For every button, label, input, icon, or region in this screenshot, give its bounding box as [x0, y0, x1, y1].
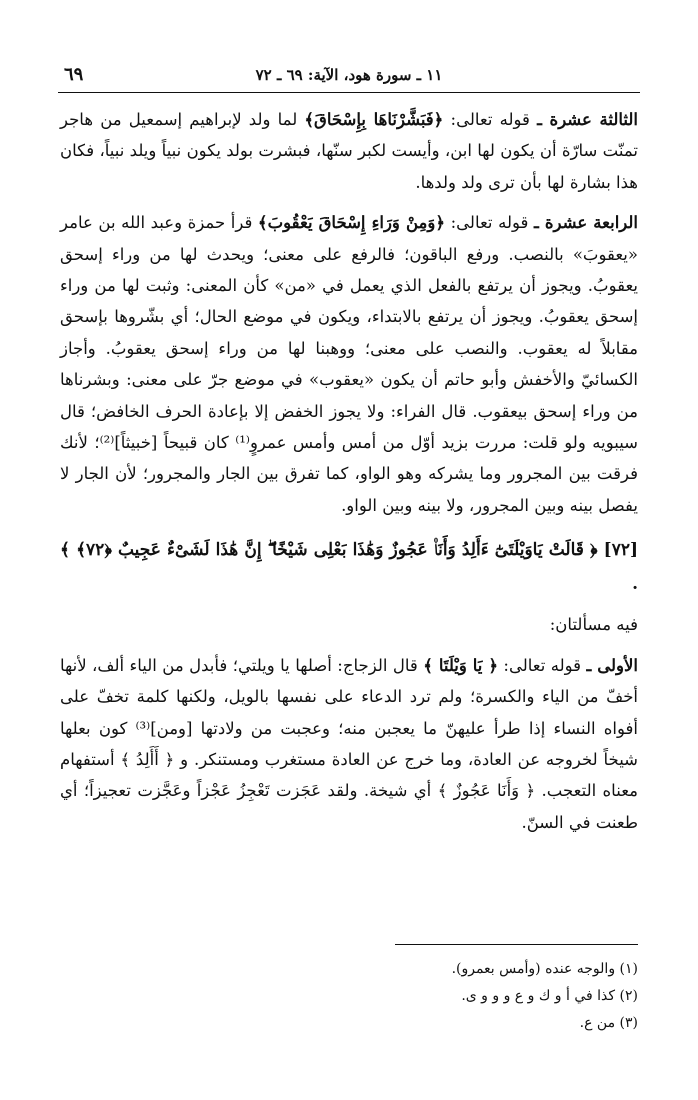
footnote-1: (١) والوجه عنده (وأمس بعمرو). — [451, 961, 638, 977]
paragraph-text: قرأ حمزة وعبد الله بن عامر «يعقوبَ» بالنصب. ورفع الباقون؛ فالرفع على معنى؛ ويحدث لها من وراء إسحق يعقوبُ. ويجوز أن يرتفع بالفعل الذي يعمل في «من» كأن المعنى: وثبت لها من وراء إسحق يعقوبُ. ويجوز أن يرتفع بالابتداء، ويكون في موضع الحال؛ أي بشّروها بإسحق مقابلاً له يعقوب. والنصب على معنى؛ ووهبنا لها من وراء إسحق يعقوبُ. وأجاز الكسائيّ والأخفش وأبو حاتم أن يكون «يعقوب» في موضع جرّ على معنى: وبشرناها من وراء إسحق بيعقوب. قال الفراء: ولا يجوز الخفض إلا بإعادة الحرف الخافض؛ قال سيبويه ولو قلت: مررت بزيد أوّل من أمس وأمس عمروٍ⁽¹⁾ كان قبيحاً [خبيثاً]⁽²⁾؛ لأنك فرقت بين المجرور وما يشركه وهو الواو، كما تفرق بين الجار والمجرور؛ لأن الجار لا يفصل بينه وبين المجرور، ولا بينه وبين الواو. — [60, 213, 638, 515]
issue-intro: قوله تعالى: — [443, 110, 538, 129]
page-header — [58, 62, 640, 93]
footnote-3: (٣) من ع. — [579, 1015, 638, 1031]
paragraph-first — [60, 650, 638, 838]
paragraph-thirteenth — [60, 104, 638, 198]
footnote-2: (٢) كذا في أ و ك و ع و و و ى. — [461, 988, 638, 1004]
issue-heading: الأولى ـ — [586, 655, 638, 675]
quran-quote: ﴿وَمِنْ وَرَاءِ إِسْحَاقَ يَعْقُوبَ﴾ — [257, 213, 446, 233]
verse-number: [٧٢] — [603, 540, 639, 561]
issue-heading: الثالثة عشرة ـ — [537, 110, 639, 129]
paragraph-fourteenth — [60, 207, 638, 521]
issue-heading: الرابعة عشرة ـ — [533, 213, 638, 233]
running-title: ١١ ـ سورة هود، الآية: ٦٩ ـ ٧٢ — [255, 66, 443, 84]
footnote-divider — [395, 944, 638, 945]
paragraph-text: لما ولد لإبراهيم إسمعيل من هاجر تمنّت سارّة أن يكون لها ابن، وأيست لكبر سنّها، فبشرت بولد يكون نبياً ويلد نبياً، فكان هذا بشارة لها بأن ترى ولد ولدها. — [60, 110, 638, 192]
page-number: ٦٩ — [64, 64, 84, 85]
paragraph-text: قال الزجاج: أصلها يا ويلتي؛ فأبدل من الياء ألف، لأنها أخفّ من الياء والكسرة؛ ولم ترد الدعاء على نفسها بالويل، ولكنها كلمة تخفّ على أفواه النساء إذا طرأ عليهنّ ما يعجبن منه؛ وعجبت من ولادتها [ومن]⁽³⁾ كون بعلها شيخاً لخروجه عن العادة، وما خرج عن العادة مستغرب ومستنكر. و ﴿ أَأَلِدُ ﴾ أستفهام معناه التعجب. ﴿ وَأَنَا عَجُوزٌ ﴾ أي شيخة. ولقد عَجَزت تَعْجِزُ عَجْزاً وعَجَّزت تعجيزاً؛ أي طعنت في السنّ. — [60, 655, 638, 832]
issue-intro: قوله تعالى: — [497, 655, 587, 675]
verse-text: ﴿ قَالَتْ يَاوَيْلَتَىٰٓ ءَأَلِدُ وَأَنَا۠ عَجُوزٌ وَهَٰذَا بَعْلِى شَيْخًا ۖ إِنَّ هَٰذَا لَشَىْءٌ عَجِيبٌ ﴿٧٢﴾ ﴾ . — [60, 540, 638, 595]
quran-quote: ﴿ يَا وَيْلَتَا ﴾ — [423, 655, 498, 675]
issue-intro: قوله تعالى: — [445, 213, 534, 233]
main-text — [60, 104, 638, 838]
verse-72 — [60, 533, 638, 601]
footnotes — [60, 956, 638, 1037]
quran-quote: ﴿فَبَشَّرْنَاهَا بِإِسْحَاقَ﴾ — [304, 110, 444, 129]
issues-label: فيه مسألتان: — [549, 615, 638, 635]
